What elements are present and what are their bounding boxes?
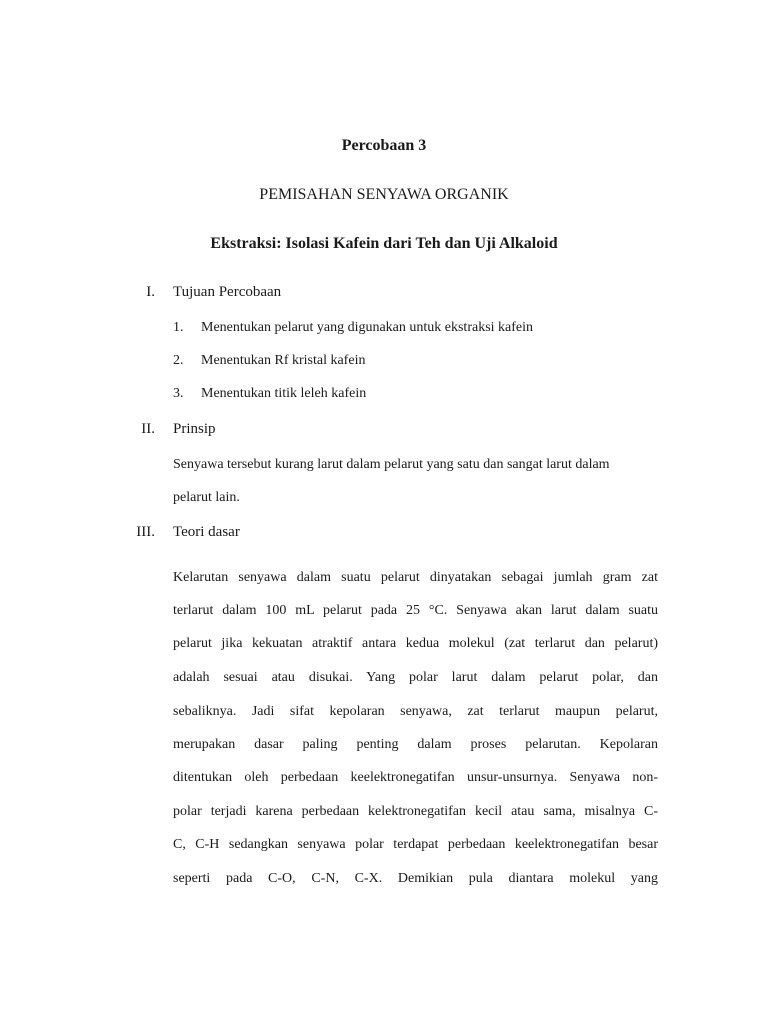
document-title: PEMISAHAN SENYAWA ORGANIK [259, 186, 509, 203]
paragraph-line: polar terjadi karena perbedaan kelektronegatifan kecil atau sama, misalnya C- [173, 804, 658, 819]
paragraph-line: C, C-H sedangkan senyawa polar terdapat perbedaan keelektronegatifan besar [173, 837, 658, 852]
list-item-number: 3. [173, 386, 184, 401]
paragraph-line: sebaliknya. Jadi sifat kepolaran senyawa, zat terlarut maupun pelarut, [173, 704, 658, 719]
paragraph-line: merupakan dasar paling penting dalam proses pelarutan. Kepolaran [173, 737, 658, 752]
paragraph-line: adalah sesuai atau disukai. Yang polar larut dalam pelarut polar, dan [173, 670, 658, 685]
list-item-number: 1. [173, 320, 184, 335]
list-item-text: Menentukan Rf kristal kafein [201, 353, 366, 368]
paragraph-line: Kelarutan senyawa dalam suatu pelarut dinyatakan sebagai jumlah gram zat [173, 570, 658, 585]
paragraph-line: seperti pada C-O, C-N, C-X. Demikian pula diantara molekul yang [173, 871, 658, 886]
paragraph-line: ditentukan oleh perbedaan keelektronegatifan unsur-unsurnya. Senyawa non- [173, 770, 658, 785]
list-item-text: Menentukan pelarut yang digunakan untuk ekstraksi kafein [201, 320, 534, 335]
section-numeral: III. [136, 524, 155, 540]
section-numeral: II. [141, 421, 155, 437]
document-subtitle: Ekstraksi: Isolasi Kafein dari Teh dan Uji Alkaloid [210, 235, 558, 252]
experiment-number: Percobaan 3 [341, 137, 427, 154]
section-title-teori: Teori dasar [173, 524, 240, 540]
list-item-number: 2. [173, 353, 184, 368]
section-numeral: I. [146, 284, 155, 300]
paragraph-line: pelarut jika kekuatan atraktif antara kedua molekul (zat terlarut dan pelarut) [173, 636, 658, 651]
paragraph-line: terlarut dalam 100 mL pelarut pada 25 °C. Senyawa akan larut dalam suatu [173, 603, 658, 618]
section-title-prinsip: Prinsip [173, 421, 216, 437]
paragraph-line: Senyawa tersebut kurang larut dalam pelarut yang satu dan sangat larut dalam [173, 457, 610, 472]
section-title-tujuan: Tujuan Percobaan [173, 284, 282, 300]
list-item-text: Menentukan titik leleh kafein [201, 386, 367, 401]
paragraph-line: pelarut lain. [173, 490, 240, 505]
